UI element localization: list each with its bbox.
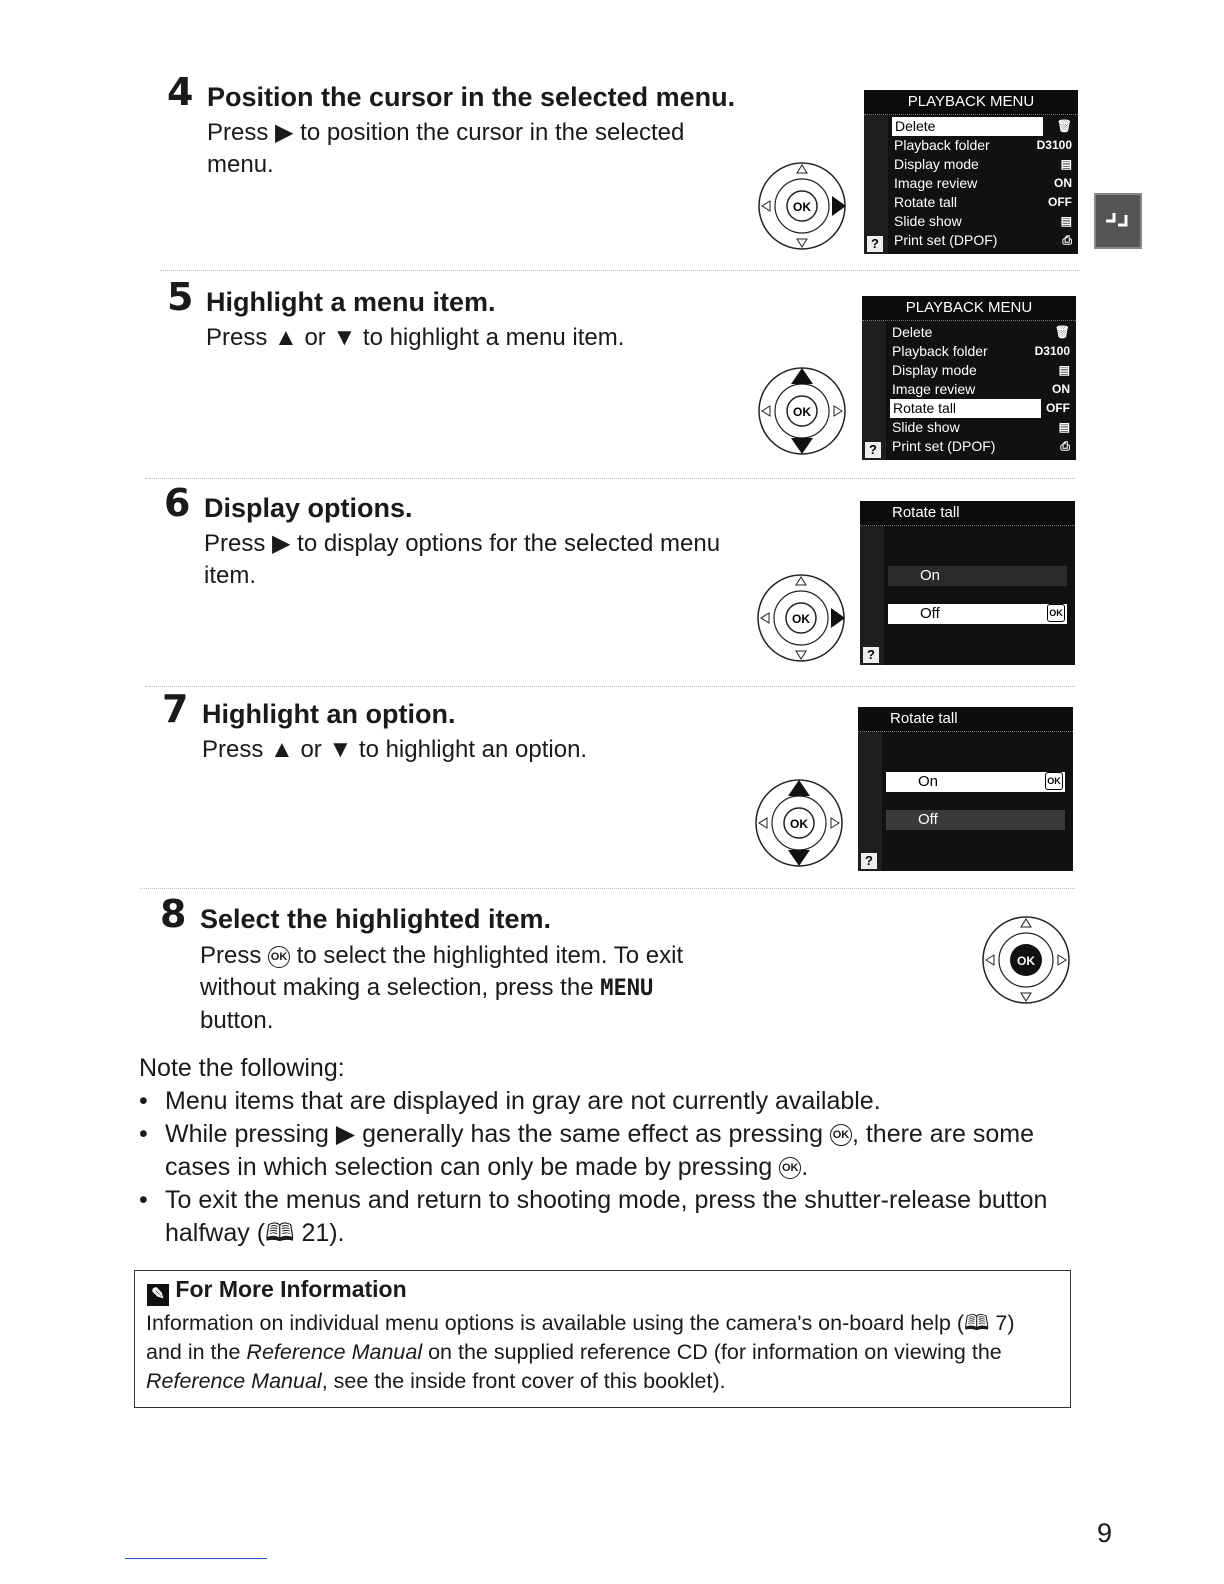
info-text: Information on individual menu options is available using the camera's on-board help (🕮 7) and in the Reference Manual on the supplied reference CD (for information on viewing the Reference Manual, see the inside front cover of this booklet). [146,1311,1015,1393]
menu-item: Print set (DPOF) ⎙ [892,438,1070,454]
step-text: Press ▶ to position the cursor in the selected menu. [207,119,685,178]
option-title: Rotate tall [858,707,1073,732]
pencil-icon: ✎ [147,1284,169,1306]
step-number: 6 [164,481,191,525]
step-text: Press ▲ or ▼ to highlight an option. [202,736,588,763]
note-item: • While pressing ▶ generally has the same effect as pressing OK , there are some cases in which selection can only be made by pressing OK . [139,1118,1045,1184]
multi-selector-right-icon [758,160,850,257]
divider [160,270,1080,271]
divider [145,686,1075,687]
svg-text:OK: OK [790,817,808,831]
menu-item: Delete 🗑 [892,117,1072,136]
rotate-tall-options-screen [858,707,1073,871]
notes-intro: Note the following: [139,1054,345,1082]
note-item: • Menu items that are displayed in gray are not currently available. [139,1085,1065,1118]
menu-item: Slide show ▤ [894,213,1072,229]
help-icon: ? [861,853,877,869]
svg-text:OK: OK [792,612,810,626]
menu-item: Image review ON [892,381,1070,397]
option-on-selected: On OK [886,772,1065,792]
footer-rule [125,1558,267,1559]
page-number: 9 [1097,1518,1113,1548]
playback-menu-screen [862,296,1076,460]
help-icon: ? [865,442,881,458]
svg-text:OK: OK [1017,954,1035,968]
menu-item: Display mode ▤ [894,156,1072,172]
info-title: ✎ For More Information [147,1276,407,1306]
option-off: Off [886,810,1065,830]
svg-text:OK: OK [793,200,811,214]
step-number: 8 [160,892,187,936]
menu-item: Print set (DPOF) ⎙ [894,232,1072,248]
step-title: Highlight a menu item. [206,287,496,317]
menu-header: PLAYBACK MENU [862,296,1076,321]
option-title: Rotate tall [860,501,1075,526]
multi-selector-right-icon [757,572,849,669]
divider [145,478,1075,479]
notes-section [139,1052,1065,1250]
step-text: Press ▲ or ▼ to highlight a menu item. [206,324,625,351]
help-icon: ? [867,236,883,252]
step-title: Select the highlighted item. [200,904,552,934]
book-icon: 🕮 [265,1219,295,1247]
section-tab-icon [1094,193,1142,249]
note-item: • To exit the menus and return to shooting mode, press the shutter-release button halfway (🕮 21). [139,1184,1065,1250]
playback-menu-screen [864,90,1078,254]
help-icon: ? [863,647,879,663]
multi-selector-up-down-icon [755,777,847,874]
menu-item: Playback folder D3100 [892,343,1070,359]
step-number: 4 [167,70,194,114]
menu-item: Display mode ▤ [892,362,1070,378]
step-title: Display options. [204,493,413,523]
menu-item: Delete 🗑 [892,324,1070,340]
rotate-tall-options-screen [860,501,1075,665]
step-title: Highlight an option. [202,699,456,729]
option-on: On [888,566,1067,586]
step-number: 5 [167,275,194,319]
step-text: Press OK to select the highlighted item. To exit without making a selection, press the MENU button. [200,942,684,1034]
divider [140,888,1075,889]
option-off-selected: Off OK [888,604,1067,624]
step-text: Press ▶ to display options for the selected menu item. [204,530,721,589]
multi-selector-ok-icon [982,914,1074,1011]
menu-item: Image review ON [894,175,1072,191]
menu-item: Playback folder D3100 [894,137,1072,153]
menu-item: Rotate tall OFF [894,194,1072,210]
multi-selector-up-down-icon [758,365,850,462]
svg-text:OK: OK [793,405,811,419]
step-title: Position the cursor in the selected menu. [207,82,736,112]
menu-item: Slide show ▤ [892,419,1070,435]
menu-header: PLAYBACK MENU [864,90,1078,115]
menu-item: Rotate tall OFF [890,399,1070,418]
step-number: 7 [162,687,189,731]
info-box [134,1270,1071,1408]
